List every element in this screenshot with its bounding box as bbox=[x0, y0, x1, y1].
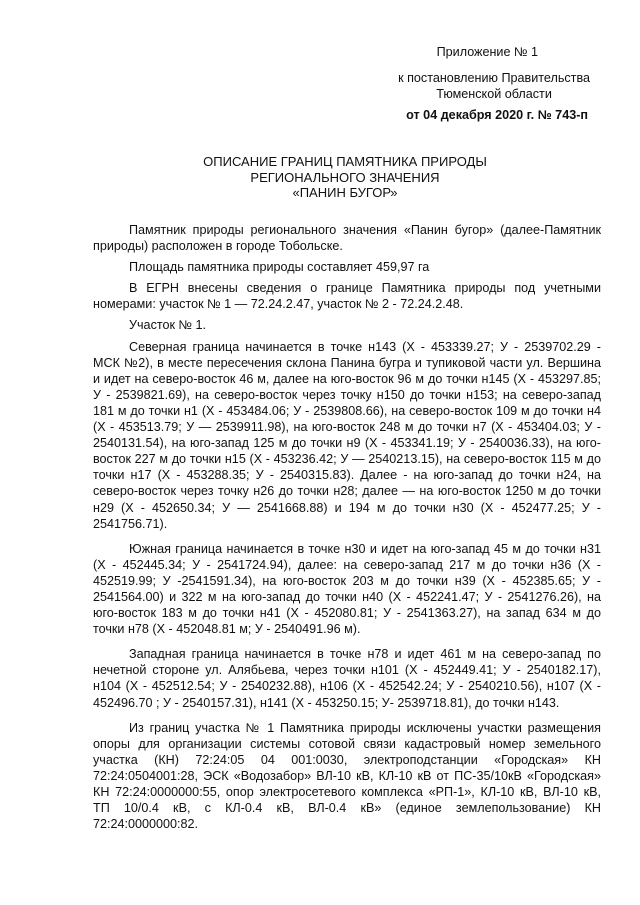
paragraph-exclusions: Из границ участка № 1 Памятника природы исключены участки размещения опоры для организации системы сотовой связи кадастровый номер земельного участка (КН) 72:24:05 04 001:0030, электроподстанции «Городская» КН 72:24:0504001:28, ЭСК «Водозабор» ВЛ-10 кВ, КЛ-10 кВ от ПС-35/10кВ «Городская» КН 72:24:0000000:55, опор электросетевого комплекса «РП-1», КЛ-10 кВ, ВЛ-10 кВ, ТП 10/0.4 кВ, с КЛ-0.4 кВ, ВЛ-0.4 кВ» (единое землепользование) КН 72:24:0000000:82. bbox=[93, 720, 601, 832]
paragraph-intro: Памятник природы регионального значения «Панин бугор» (далее-Памятник природы) расположен в городе Тобольске. bbox=[93, 223, 601, 254]
paragraph-area: Площадь памятника природы составляет 459,97 га bbox=[129, 260, 430, 275]
document-title bbox=[150, 154, 540, 201]
paragraph-plot-heading: Участок № 1. bbox=[129, 318, 207, 333]
resolution-reference-line: к постановлению Правительства bbox=[398, 71, 590, 85]
resolution-date bbox=[406, 107, 588, 123]
paragraph-south-boundary: Южная граница начинается в точке н30 и идет на юго-запад 45 м до точки н31 (Х - 452445.34; У - 2541724.94), далее: на северо-запад 217 м до точки н36 (Х - 452519.99; У -2541591.34), на юго-восток 203 м до точки н39 (Х - 452385.65; У - 2541564.00) и 322 м на юго-запад до точки н40 (Х - 452241.47; У - 2541276.26), на юго-восток 183 м до точки н41 (Х - 452080.81; У - 2541363.27), на запад 634 м до точки н78 (Х - 452048.81 м; У - 2540491.96 м). bbox=[93, 541, 601, 637]
resolution-authority: Тюменской области bbox=[436, 87, 552, 101]
title-line-3: «ПАНИН БУГОР» bbox=[292, 185, 398, 200]
paragraph-west-boundary: Западная граница начинается в точке н78 и идет 461 м на северо-запад по нечетной стороне ул. Алябьева, через точки н101 (Х - 452449.41; У - 2540182.17), н104 (Х - 452512.54; У - 2540232.88), н106 (Х - 452542.24; У - 2540210.56), н107 (Х - 452496.70 ; У - 2540157.31), н141 (Х - 453250.15; У- 2539718.81), до точки н143. bbox=[93, 647, 601, 710]
resolution-date-number: от 04 декабря 2020 г. № 743-п bbox=[406, 108, 588, 122]
title-line-1: ОПИСАНИЕ ГРАНИЦ ПАМЯТНИКА ПРИРОДЫ bbox=[203, 154, 487, 169]
paragraph-registry: В ЕГРН внесены сведения о границе Памятника природы под учетными номерами: участок № 1 — 72.24.2.47, участок № 2 - 72.24.2.48. bbox=[93, 281, 601, 312]
resolution-reference bbox=[398, 70, 590, 102]
document-body bbox=[93, 222, 601, 837]
paragraph-north-boundary: Северная граница начинается в точке н143 (Х - 453339.27; У - 2539702.29 - МСК №2), в месте пересечения склона Панина бугра и тупиковой части ул. Вершина и идет на северо-восток 46 м, далее на юго-восток 96 м до точки н145 (Х - 453297.85; У - 2539821.69), на северо-восток через точку н150 до точки н153; на северо-запад 181 м до точки н1 (Х - 453484.06; У - 2539808.66), на северо-восток 109 м до точки н4 (Х - 453513.79; У — 2539911.98), на юго-восток 248 м до точки н7 (Х - 453404.03; У - 2540131.54), на юго-запад 125 м до точки н9 (Х - 453341.19; У - 2540036.33), на юго-восток 227 м до точки н15 (Х - 453236.42; У — 2540213.15), на северо-восток 115 м до точки н17 (Х - 453288.35; У - 2540315.83). Далее - на юго-запад до точки н24, на северо-восток через точку н26 до точки н28; далее — на юго-восток 1250 м до точки н29 (Х - 452650.34; У — 2541668.88) и 194 м до точки н30 (Х - 452477.25; У - 2541756.71). bbox=[93, 339, 601, 531]
title-line-2: РЕГИОНАЛЬНОГО ЗНАЧЕНИЯ bbox=[250, 169, 440, 185]
appendix-header bbox=[437, 44, 538, 60]
appendix-number: Приложение № 1 bbox=[436, 45, 538, 59]
